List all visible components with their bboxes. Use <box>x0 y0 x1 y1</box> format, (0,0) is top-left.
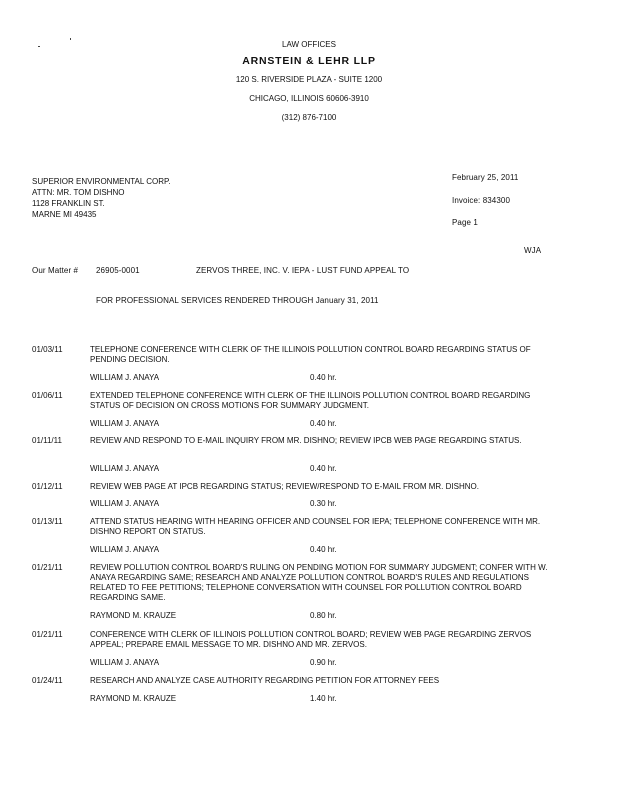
entry-hours: 0.80 hr. <box>310 611 337 620</box>
entry-attorney: WILLIAM J. ANAYA <box>90 464 160 473</box>
attorney-initials: WJA <box>524 246 542 255</box>
entry-attorney: WILLIAM J. ANAYA <box>90 373 160 382</box>
entry-description: REVIEW AND RESPOND TO E-MAIL INQUIRY FROM MR. DISHNO; REVIEW IPCB WEB PAGE REGARDING STATUS. <box>90 436 522 445</box>
firm-address-line2: CHICAGO, ILLINOIS 60606-3910 <box>249 94 369 103</box>
entry-description: TELEPHONE CONFERENCE WITH CLERK OF THE ILLINOIS POLLUTION CONTROL BOARD REGARDING STATUS OF PENDING DECISION. <box>90 345 531 364</box>
entry-description: REVIEW POLLUTION CONTROL BOARD'S RULING ON PENDING MOTION FOR SUMMARY JUDGMENT; CONFER WITH W. ANAYA REGARDING SAME; RESEARCH AND ANALYZE POLLUTION CONTROL BOARD'S RULES AND REGULATIONS RELATED TO FEE PETITIONS; TELEPHONE CONVERSATION WITH COUNSEL FOR POLLUTION CONTROL BOARD REGARDING SAME. <box>90 563 548 602</box>
firm-address-line1: 120 S. RIVERSIDE PLAZA - SUITE 1200 <box>235 75 383 84</box>
entry-attorney: WILLIAM J. ANAYA <box>90 499 160 508</box>
firm-name: ARNSTEIN & LEHR LLP <box>242 55 376 67</box>
entry-attorney: WILLIAM J. ANAYA <box>90 545 160 554</box>
entry-date: 01/21/11 <box>32 563 63 572</box>
matter-number: 26905-0001 <box>96 266 140 275</box>
matter-label: Our Matter # <box>32 266 79 275</box>
page-number: Page 1 <box>452 218 478 227</box>
matter-title: ZERVOS THREE, INC. V. IEPA - LUST FUND APPEAL TO <box>196 266 410 275</box>
services-heading: FOR PROFESSIONAL SERVICES RENDERED THROUGH January 31, 2011 <box>96 296 379 305</box>
entry-description: RESEARCH AND ANALYZE CASE AUTHORITY REGARDING PETITION FOR ATTORNEY FEES <box>90 676 440 685</box>
entry-hours: 0.40 hr. <box>310 545 337 554</box>
entry-description: REVIEW WEB PAGE AT IPCB REGARDING STATUS; REVIEW/RESPOND TO E-MAIL FROM MR. DISHNO. <box>90 482 479 491</box>
invoice-number: Invoice: 834300 <box>452 196 510 205</box>
entry-date: 01/06/11 <box>32 391 63 400</box>
entry-date: 01/24/11 <box>32 676 63 685</box>
client-address-line3: 1128 FRANKLIN ST. <box>32 199 105 208</box>
client-address <box>32 176 171 220</box>
entry-attorney: RAYMOND M. KRAUZE <box>90 694 177 703</box>
entry-hours: 0.40 hr. <box>310 419 337 428</box>
entry-date: 01/12/11 <box>32 482 63 491</box>
client-address-line4: MARNE MI 49435 <box>32 210 97 219</box>
firm-phone: (312) 876-7100 <box>281 113 337 122</box>
entry-description: ATTEND STATUS HEARING WITH HEARING OFFICER AND COUNSEL FOR IEPA; TELEPHONE CONFERENCE WITH MR. DISHNO REPORT ON STATUS. <box>90 517 541 536</box>
entry-attorney: RAYMOND M. KRAUZE <box>90 611 177 620</box>
entry-date: 01/11/11 <box>32 436 62 445</box>
invoice-date: February 25, 2011 <box>452 173 519 182</box>
client-address-line1: SUPERIOR ENVIRONMENTAL CORP. <box>32 177 171 186</box>
entry-description: CONFERENCE WITH CLERK OF ILLINOIS POLLUTION CONTROL BOARD; REVIEW WEB PAGE REGARDING ZERVOS APPEAL; PREPARE EMAIL MESSAGE TO MR. DISHNO AND MR. ZERVOS. <box>90 630 532 649</box>
client-address-line2: ATTN: MR. TOM DISHNO <box>32 188 125 197</box>
entry-hours: 0.90 hr. <box>310 658 337 667</box>
entry-date: 01/13/11 <box>32 517 63 526</box>
entry-hours: 0.30 hr. <box>310 499 337 508</box>
entry-hours: 0.40 hr. <box>310 373 337 382</box>
letterhead-label: LAW OFFICES <box>282 40 336 49</box>
entry-date: 01/21/11 <box>32 630 63 639</box>
entry-attorney: WILLIAM J. ANAYA <box>90 419 160 428</box>
entry-hours: 0.40 hr. <box>310 464 337 473</box>
entry-attorney: WILLIAM J. ANAYA <box>90 658 160 667</box>
entry-date: 01/03/11 <box>32 345 63 354</box>
entry-description: EXTENDED TELEPHONE CONFERENCE WITH CLERK OF THE ILLINOIS POLLUTION CONTROL BOARD REGARDING STATUS OF DECISION ON CROSS MOTIONS FOR SUMMARY JUDGMENT. <box>90 391 531 410</box>
entry-hours: 1.40 hr. <box>310 694 337 703</box>
